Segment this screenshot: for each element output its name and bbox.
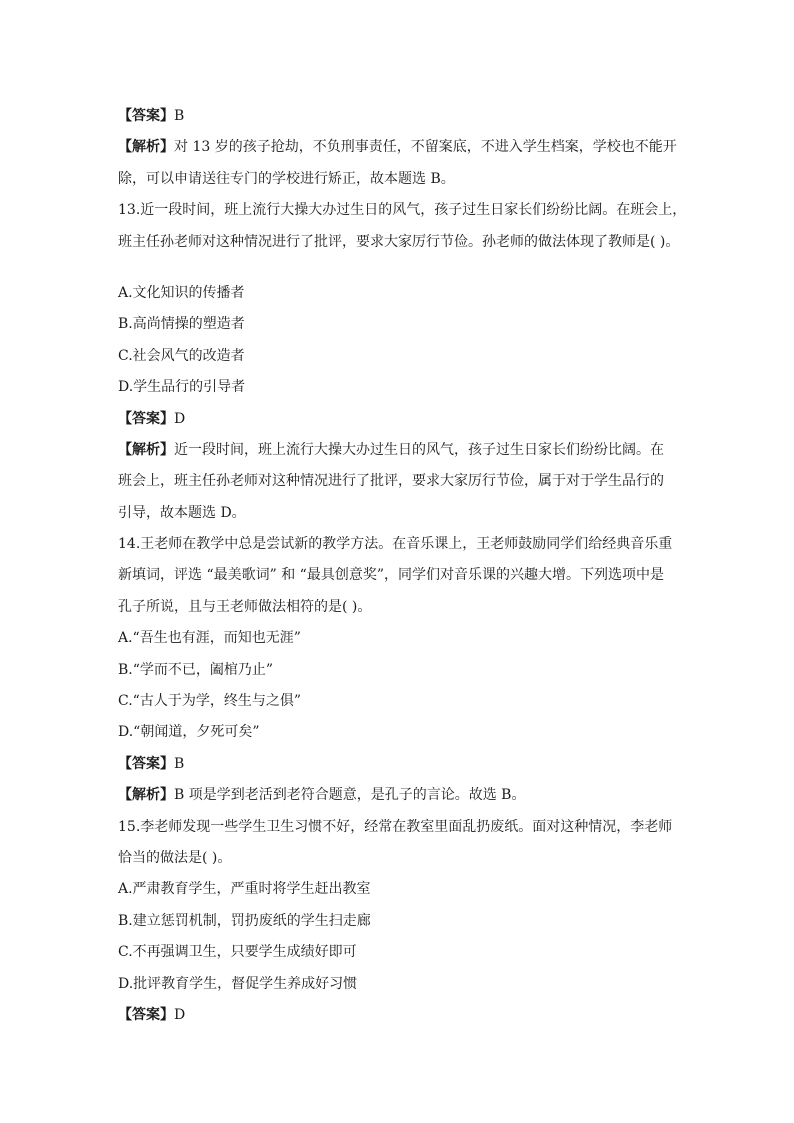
analysis-line: 引导，故本题选 D。: [118, 504, 246, 521]
question-14-text: 孔子所说，且与王老师做法相符的是( )。: [118, 598, 372, 615]
answer-label: 【答案】: [118, 1006, 174, 1023]
answer-label: 【答案】: [118, 410, 174, 427]
answer-value: B: [174, 755, 185, 772]
answer-value: D: [174, 410, 186, 427]
question-15-option-c: C.不再强调卫生，只要学生成绩好即可: [118, 944, 357, 961]
question-14-text: 14.王老师在教学中总是尝试新的教学方法。在音乐课上，王老师鼓励同学们给经典音乐重: [118, 536, 673, 553]
analysis-text: 对 13 岁的孩子抢劫，不负刑事责任，不留案底，不进入学生档案，学校也不能开: [174, 139, 677, 156]
answer-value: D: [174, 1006, 186, 1023]
answer-line: [118, 101, 698, 132]
answer-line: [118, 404, 698, 435]
question-15-option-a: A.严肃教育学生，严重时将学生赶出教室: [118, 881, 371, 898]
question-13-option-b: B.高尚情操的塑造者: [118, 316, 245, 333]
answer-label: 【答案】: [118, 755, 174, 772]
question-14-option-b: B.“学而不已，阖棺乃止”: [118, 661, 274, 678]
analysis-label: 【解析】: [118, 441, 174, 458]
analysis-line: [118, 132, 698, 163]
question-15-option-d: D.批评教育学生，督促学生养成好习惯: [118, 975, 358, 992]
answer-line: [118, 1000, 698, 1031]
question-13-option-c: C.社会风气的改造者: [118, 347, 245, 364]
analysis-line: [118, 435, 698, 466]
question-13-text: 班主任孙老师对这种情况进行了批评，要求大家厉行节俭。孙老师的做法体现了教师是( )。: [118, 233, 680, 250]
question-15-text: 恰当的做法是( )。: [118, 849, 232, 866]
analysis-line: 班会上，班主任孙老师对这种情况进行了批评，要求大家厉行节俭，属于对于学生品行的: [118, 473, 664, 490]
analysis-line: [118, 780, 698, 811]
question-14-option-c: C.“古人于为学，终生与之俱”: [118, 693, 301, 710]
analysis-text: 近一段时间，班上流行大操大办过生日的风气，孩子过生日家长们纷纷比阔。在: [174, 441, 664, 458]
analysis-text: B 项是学到老活到老符合题意，是孔子的言论。故选 B。: [174, 787, 526, 804]
analysis-line: 除，可以申请送往专门的学校进行矫正，故本题选 B。: [118, 170, 455, 187]
answer-value: B: [174, 108, 185, 124]
question-14-option-a: A.“吾生也有涯，而知也无涯”: [118, 630, 301, 647]
document-body: [118, 101, 698, 1031]
question-13-text: 13.近一段时间，班上流行大操大办过生日的风气，孩子过生日家长们纷纷比阔。在班会上，: [118, 202, 687, 219]
spacer: [118, 258, 698, 278]
question-13-option-d: D.学生品行的引导者: [118, 379, 246, 396]
question-14-text: 新填词，评选 “最美歌词” 和 “最具创意奖”，同学们对音乐课的兴趣大增。下列选项中是: [118, 567, 664, 584]
question-13-option-a: A.文化知识的传播者: [118, 284, 245, 301]
question-14-option-d: D.“朝闻道，夕死可矣”: [118, 724, 260, 741]
analysis-label: 【解析】: [118, 787, 174, 804]
answer-label: 【答案】: [118, 108, 174, 124]
question-15-option-b: B.建立惩罚机制，罚扔废纸的学生扫走廊: [118, 912, 371, 929]
analysis-label: 【解析】: [118, 139, 174, 156]
answer-line: [118, 749, 698, 780]
question-15-text: 15.李老师发现一些学生卫生习惯不好，经常在教室里面乱扔废纸。面对这种情况，李老师: [118, 818, 673, 835]
